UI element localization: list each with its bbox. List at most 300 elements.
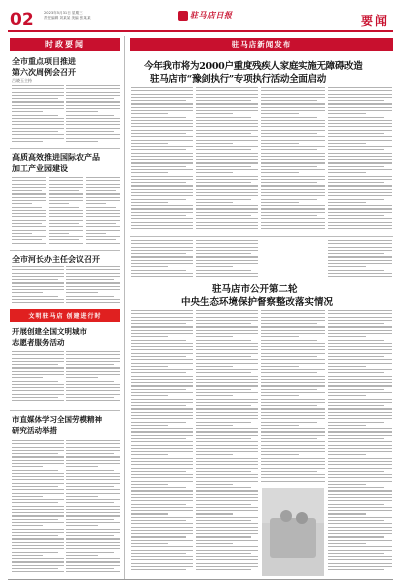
text-line <box>131 310 193 311</box>
text-line <box>66 299 120 300</box>
text-line <box>328 438 384 439</box>
text-line <box>131 523 193 524</box>
text-line <box>49 233 69 234</box>
text-line <box>328 218 392 219</box>
story3-body-col2 <box>66 266 120 306</box>
text-line <box>12 226 46 227</box>
text-line <box>66 443 120 444</box>
text-line <box>196 133 251 134</box>
text-line <box>196 543 233 544</box>
text-line <box>196 353 258 354</box>
text-line <box>12 190 42 191</box>
text-line <box>49 236 83 237</box>
text-line <box>328 247 392 248</box>
text-line <box>196 356 251 357</box>
text-line <box>66 92 120 93</box>
text-line <box>131 179 193 180</box>
text-line <box>196 474 258 475</box>
section-name: 要闻 <box>360 14 389 28</box>
text-line <box>196 363 258 364</box>
text-line <box>328 130 392 131</box>
column-divider <box>124 36 125 580</box>
text-line <box>328 441 392 442</box>
text-line <box>261 189 325 190</box>
text-line <box>66 101 120 102</box>
text-line <box>66 387 120 388</box>
text-line <box>328 126 392 127</box>
text-line <box>66 447 120 448</box>
text-line <box>66 98 114 99</box>
text-line <box>12 390 64 391</box>
text-line <box>131 103 193 104</box>
text-line <box>131 445 193 446</box>
text-line <box>261 395 299 396</box>
text-line <box>131 107 193 108</box>
text-line <box>86 213 120 214</box>
text-line <box>261 346 325 347</box>
text-line <box>196 510 258 511</box>
text-line <box>196 471 251 472</box>
text-line <box>131 136 193 137</box>
text-line <box>196 487 251 488</box>
text-line <box>328 445 392 446</box>
text-line <box>66 358 120 359</box>
text-line <box>66 486 114 487</box>
text-line <box>131 182 186 183</box>
text-line <box>261 428 325 429</box>
text-line <box>66 460 120 461</box>
text-line <box>196 359 258 360</box>
feature-body-col4 <box>328 87 392 233</box>
text-line <box>328 566 392 567</box>
text-line <box>261 369 325 370</box>
text-line <box>12 552 58 553</box>
issue-date: 2023年5月31日 星期三 <box>44 11 83 15</box>
text-line <box>196 533 258 534</box>
text-line <box>261 468 325 469</box>
text-line <box>196 107 258 108</box>
text-line <box>131 559 193 560</box>
text-line <box>49 243 83 244</box>
text-line <box>12 466 43 467</box>
text-line <box>328 425 366 426</box>
text-line <box>261 136 325 137</box>
text-line <box>328 464 392 465</box>
feature2-intro-col2 <box>196 240 258 280</box>
text-line <box>131 517 193 518</box>
text-line <box>131 464 193 465</box>
text-line <box>131 159 193 160</box>
text-line <box>86 203 106 204</box>
text-line <box>131 317 193 318</box>
text-line <box>66 374 120 375</box>
text-line <box>131 156 193 157</box>
text-line <box>66 463 120 464</box>
text-line <box>49 223 79 224</box>
text-line <box>261 126 325 127</box>
text-line <box>66 105 120 106</box>
text-line <box>196 464 258 465</box>
text-line <box>131 356 186 357</box>
text-line <box>196 477 258 478</box>
text-line <box>66 269 120 270</box>
text-line <box>131 471 186 472</box>
text-line <box>131 256 193 257</box>
text-line <box>12 223 42 224</box>
text-line <box>328 333 392 334</box>
feature-body-col3 <box>261 87 325 233</box>
text-line <box>261 425 299 426</box>
text-line <box>66 473 120 474</box>
text-line <box>261 435 325 436</box>
text-line <box>196 333 258 334</box>
text-line <box>196 382 258 383</box>
text-line <box>261 372 317 373</box>
text-line <box>261 343 325 344</box>
text-line <box>66 276 120 277</box>
text-line <box>196 243 258 244</box>
feature2-headline-line1: 驻马店市公开第二轮 <box>212 284 298 295</box>
text-line <box>328 153 392 154</box>
text-line <box>131 428 193 429</box>
text-line <box>261 363 325 364</box>
text-line <box>196 428 258 429</box>
text-line <box>131 369 193 370</box>
text-line <box>131 176 193 177</box>
text-line <box>261 477 325 478</box>
text-line <box>328 546 392 547</box>
text-line <box>328 540 392 541</box>
text-line <box>12 499 64 500</box>
text-line <box>66 515 120 516</box>
text-line <box>196 218 258 219</box>
text-line <box>261 445 325 446</box>
text-line <box>328 136 392 137</box>
text-line <box>261 192 325 193</box>
text-line <box>261 326 325 327</box>
text-line <box>196 185 258 186</box>
text-line <box>12 476 64 477</box>
text-line <box>196 399 258 400</box>
text-line <box>131 494 193 495</box>
text-line <box>196 422 251 423</box>
text-line <box>261 402 325 403</box>
text-line <box>196 490 258 491</box>
text-line <box>131 263 193 264</box>
text-line <box>328 395 366 396</box>
text-line <box>12 400 64 401</box>
issue-info <box>44 11 91 21</box>
text-line <box>49 210 83 211</box>
text-line <box>12 542 64 543</box>
text-line <box>66 453 114 454</box>
text-line <box>196 340 251 341</box>
text-line <box>328 212 392 213</box>
text-line <box>196 343 258 344</box>
text-line <box>12 555 43 556</box>
text-line <box>131 556 193 557</box>
text-line <box>12 239 42 240</box>
story5-body-col2 <box>66 440 120 576</box>
text-line <box>328 418 392 419</box>
text-line <box>196 445 258 446</box>
news-photo <box>262 488 324 576</box>
text-line <box>49 193 83 194</box>
text-line <box>12 512 64 513</box>
text-line <box>261 110 325 111</box>
text-line <box>12 453 58 454</box>
text-line <box>261 333 325 334</box>
text-line <box>12 470 58 471</box>
text-line <box>131 113 168 114</box>
text-line <box>49 197 83 198</box>
text-line <box>66 134 120 135</box>
text-line <box>12 447 64 448</box>
text-line <box>131 172 168 173</box>
text-line <box>196 468 258 469</box>
text-line <box>12 289 64 290</box>
text-line <box>12 115 58 116</box>
text-line <box>66 552 114 553</box>
text-line <box>66 522 120 523</box>
text-line <box>49 200 83 201</box>
text-line <box>261 349 325 350</box>
text-line <box>131 477 193 478</box>
text-line <box>328 199 384 200</box>
text-line <box>131 408 193 409</box>
text-line <box>328 336 366 337</box>
text-line <box>196 323 251 324</box>
text-line <box>261 359 325 360</box>
text-line <box>12 203 32 204</box>
text-line <box>261 356 317 357</box>
text-line <box>12 358 64 359</box>
text-line <box>12 463 64 464</box>
text-line <box>12 361 64 362</box>
story2-body-col3 <box>86 177 120 247</box>
text-line <box>131 162 193 163</box>
text-line <box>131 313 193 314</box>
text-line <box>66 519 114 520</box>
text-line <box>328 202 366 203</box>
text-line <box>12 180 46 181</box>
text-line <box>328 517 392 518</box>
text-line <box>261 149 317 150</box>
text-line <box>261 225 325 226</box>
text-line <box>261 441 325 442</box>
text-line <box>196 556 258 557</box>
text-line <box>66 390 120 391</box>
text-line <box>196 523 258 524</box>
text-line <box>131 260 193 261</box>
text-line <box>131 166 186 167</box>
text-line <box>131 484 168 485</box>
text-line <box>131 117 186 118</box>
text-line <box>196 326 258 327</box>
text-line <box>196 441 258 442</box>
text-line <box>328 536 384 537</box>
text-line <box>328 182 384 183</box>
text-line <box>49 226 83 227</box>
text-line <box>261 438 317 439</box>
text-line <box>12 105 64 106</box>
text-line <box>12 394 64 395</box>
text-line <box>131 100 186 101</box>
text-line <box>86 187 120 188</box>
text-line <box>196 195 258 196</box>
text-line <box>66 512 120 513</box>
text-line <box>196 146 258 147</box>
text-line <box>196 208 258 209</box>
text-line <box>131 513 168 514</box>
text-line <box>12 571 64 572</box>
text-line <box>196 405 251 406</box>
text-line <box>328 146 392 147</box>
text-line <box>328 379 392 380</box>
text-line <box>131 247 193 248</box>
text-line <box>261 195 325 196</box>
text-line <box>86 220 120 221</box>
text-line <box>131 225 193 226</box>
text-line <box>12 558 64 559</box>
text-line <box>12 286 64 287</box>
text-line <box>196 110 258 111</box>
text-line <box>12 193 46 194</box>
text-line <box>131 566 193 567</box>
text-line <box>328 97 392 98</box>
text-line <box>196 225 258 226</box>
text-line <box>261 159 325 160</box>
text-line <box>328 189 392 190</box>
text-line <box>12 535 58 536</box>
text-line <box>196 212 258 213</box>
text-line <box>196 494 258 495</box>
text-line <box>12 529 64 530</box>
text-line <box>66 371 120 372</box>
text-line <box>12 269 64 270</box>
text-line <box>196 504 251 505</box>
text-line <box>131 199 186 200</box>
text-line <box>328 260 392 261</box>
text-line <box>328 276 392 277</box>
text-line <box>131 326 193 327</box>
text-line <box>261 313 325 314</box>
text-line <box>328 140 392 141</box>
text-line <box>131 372 186 373</box>
text-line <box>261 454 299 455</box>
text-line <box>261 379 325 380</box>
text-line <box>196 320 258 321</box>
text-line <box>196 527 258 528</box>
text-line <box>328 405 384 406</box>
text-line <box>131 533 193 534</box>
text-line <box>12 200 46 201</box>
text-line <box>66 302 120 303</box>
text-line <box>196 256 258 257</box>
text-line <box>12 184 46 185</box>
text-line <box>131 90 193 91</box>
text-line <box>261 340 317 341</box>
text-line <box>261 94 325 95</box>
text-line <box>66 394 120 395</box>
text-line <box>196 313 258 314</box>
text-line <box>66 279 114 280</box>
text-line <box>328 520 384 521</box>
text-line <box>131 87 193 88</box>
text-line <box>328 273 392 274</box>
text-line <box>328 90 392 91</box>
text-line <box>131 143 168 144</box>
text-line <box>196 392 258 393</box>
text-line <box>196 517 258 518</box>
text-line <box>328 103 392 104</box>
text-line <box>328 330 392 331</box>
text-line <box>261 451 325 452</box>
text-line <box>131 195 193 196</box>
text-line <box>131 399 193 400</box>
text-line <box>66 292 98 293</box>
text-line <box>196 117 251 118</box>
text-line <box>196 113 233 114</box>
text-line <box>196 458 258 459</box>
text-line <box>261 471 317 472</box>
feature-band-title: 驻马店新闻发布 <box>130 38 393 51</box>
text-line <box>66 565 120 566</box>
text-line <box>196 120 258 121</box>
text-line <box>261 392 325 393</box>
text-line <box>196 425 233 426</box>
text-line <box>131 431 193 432</box>
text-line <box>12 279 58 280</box>
text-line <box>328 527 392 528</box>
text-line <box>12 381 58 382</box>
text-line <box>196 247 258 248</box>
text-line <box>196 253 251 254</box>
text-line <box>328 159 392 160</box>
text-line <box>12 131 58 132</box>
text-line <box>196 385 258 386</box>
text-line <box>12 565 64 566</box>
text-line <box>86 184 120 185</box>
text-line <box>328 543 366 544</box>
text-line <box>196 540 258 541</box>
text-line <box>12 548 64 549</box>
text-line <box>12 299 64 300</box>
divider-3 <box>10 410 120 411</box>
text-line <box>261 317 325 318</box>
text-line <box>131 510 193 511</box>
text-line <box>66 377 98 378</box>
text-line <box>66 85 120 86</box>
text-line <box>196 103 258 104</box>
text-line <box>66 115 114 116</box>
text-line <box>196 140 258 141</box>
logo <box>178 10 233 21</box>
text-line <box>131 441 193 442</box>
text-line <box>12 493 64 494</box>
text-line <box>196 202 233 203</box>
text-line <box>328 389 384 390</box>
text-line <box>131 340 186 341</box>
text-line <box>66 450 120 451</box>
text-line <box>196 563 258 564</box>
text-line <box>261 205 325 206</box>
text-line <box>196 130 258 131</box>
text-line <box>131 500 193 501</box>
text-line <box>131 270 186 271</box>
text-line <box>66 483 120 484</box>
text-line <box>328 346 392 347</box>
